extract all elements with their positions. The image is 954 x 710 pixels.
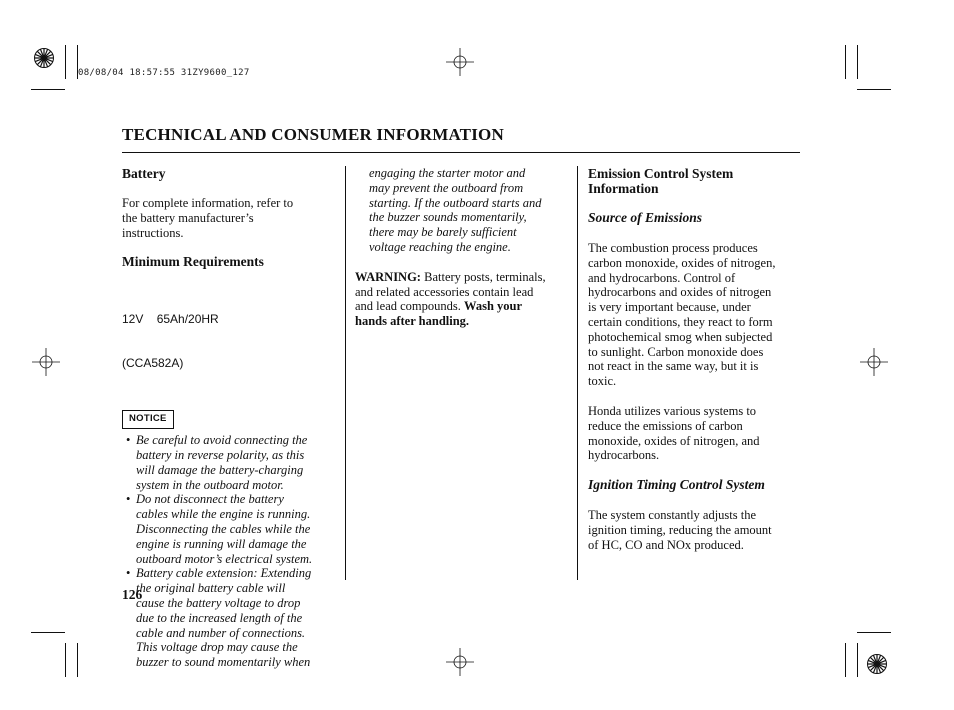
- crop-mark: [857, 632, 891, 633]
- print-stamp: 08/08/04 18:57:55 31ZY9600_127: [78, 68, 250, 78]
- registration-crosshair-icon: [860, 348, 888, 376]
- crop-mark: [77, 643, 78, 677]
- registration-crosshair-icon: [446, 648, 474, 676]
- battery-heading: Battery: [122, 166, 166, 181]
- notice-badge: NOTICE: [122, 410, 174, 429]
- notice-list: [122, 433, 340, 670]
- registration-crosshair-icon: [32, 348, 60, 376]
- crop-mark: [845, 643, 846, 677]
- ignition-paragraph: The system constantly adjusts the ignition timing, reducing the amount of HC, CO and NOx produced.: [588, 508, 772, 552]
- title-rule: [122, 152, 800, 153]
- column-divider: [577, 166, 578, 580]
- crop-mark: [857, 45, 858, 79]
- emission-heading: Emission Control System Information: [588, 166, 734, 196]
- column-2: [355, 166, 573, 329]
- crop-mark: [857, 89, 891, 90]
- column-3: [588, 166, 803, 553]
- page-number: 126: [122, 587, 143, 602]
- registration-crosshair-icon: [446, 48, 474, 76]
- battery-intro: For complete information, refer to the battery manufacturer’s instructions.: [122, 196, 294, 240]
- registration-sunburst-icon: [866, 653, 888, 675]
- warning-text: WARNING: Battery posts, terminals, and related accessories contain lead and lead compounds. Wash your hands after handling.: [355, 269, 546, 329]
- battery-spec: 12V 65Ah/20HR (CCA582A): [122, 312, 219, 370]
- crop-mark: [857, 643, 858, 677]
- list-item: • Be careful to avoid connecting the battery in reverse polarity, as this will damage the battery-charging system in the outboard motor.: [126, 433, 308, 492]
- column-divider: [345, 166, 346, 580]
- emissions-paragraph: The combustion process produces carbon monoxide, oxides of nitrogen, and hydrocarbons. Control of hydrocarbons and oxides of nitrogen is very important because, under certain conditions, they react to form photochemical smog when subjected to sunlight. Carbon monoxide does not react in the same way, but it is toxic.: [588, 241, 776, 389]
- page-title: TECHNICAL AND CONSUMER INFORMATION: [122, 125, 504, 144]
- list-item: • Do not disconnect the battery cables while the engine is running. Disconnecting the cables while the engine is running will damage the outboard motor’s electrical system.: [126, 492, 313, 566]
- ignition-timing-heading: Ignition Timing Control System: [588, 477, 765, 493]
- crop-mark: [65, 45, 66, 79]
- crop-mark: [65, 643, 66, 677]
- honda-systems-paragraph: Honda utilizes various systems to reduce the emissions of carbon monoxide, oxides of nitrogen, and hydrocarbons.: [588, 403, 760, 463]
- list-item: • Battery cable extension: Extending the original battery cable will cause the battery voltage to drop due to the increased length of the cable and number of connections. This voltage drop may cause the buzzer to sound momentarily when: [126, 566, 312, 670]
- column-1: [122, 166, 340, 670]
- crop-mark: [31, 632, 65, 633]
- crop-mark: [31, 89, 65, 90]
- crop-mark: [845, 45, 846, 79]
- min-requirements-heading: Minimum Requirements: [122, 254, 264, 270]
- source-of-emissions-heading: Source of Emissions: [588, 210, 703, 225]
- notice-continued: engaging the starter motor and may prevent the outboard from starting. If the outboard starts and the buzzer sounds momentarily, there may be barely sufficient voltage reaching the engine.: [369, 166, 542, 254]
- warning-label: WARNING:: [355, 269, 421, 284]
- registration-sunburst-icon: [33, 47, 55, 69]
